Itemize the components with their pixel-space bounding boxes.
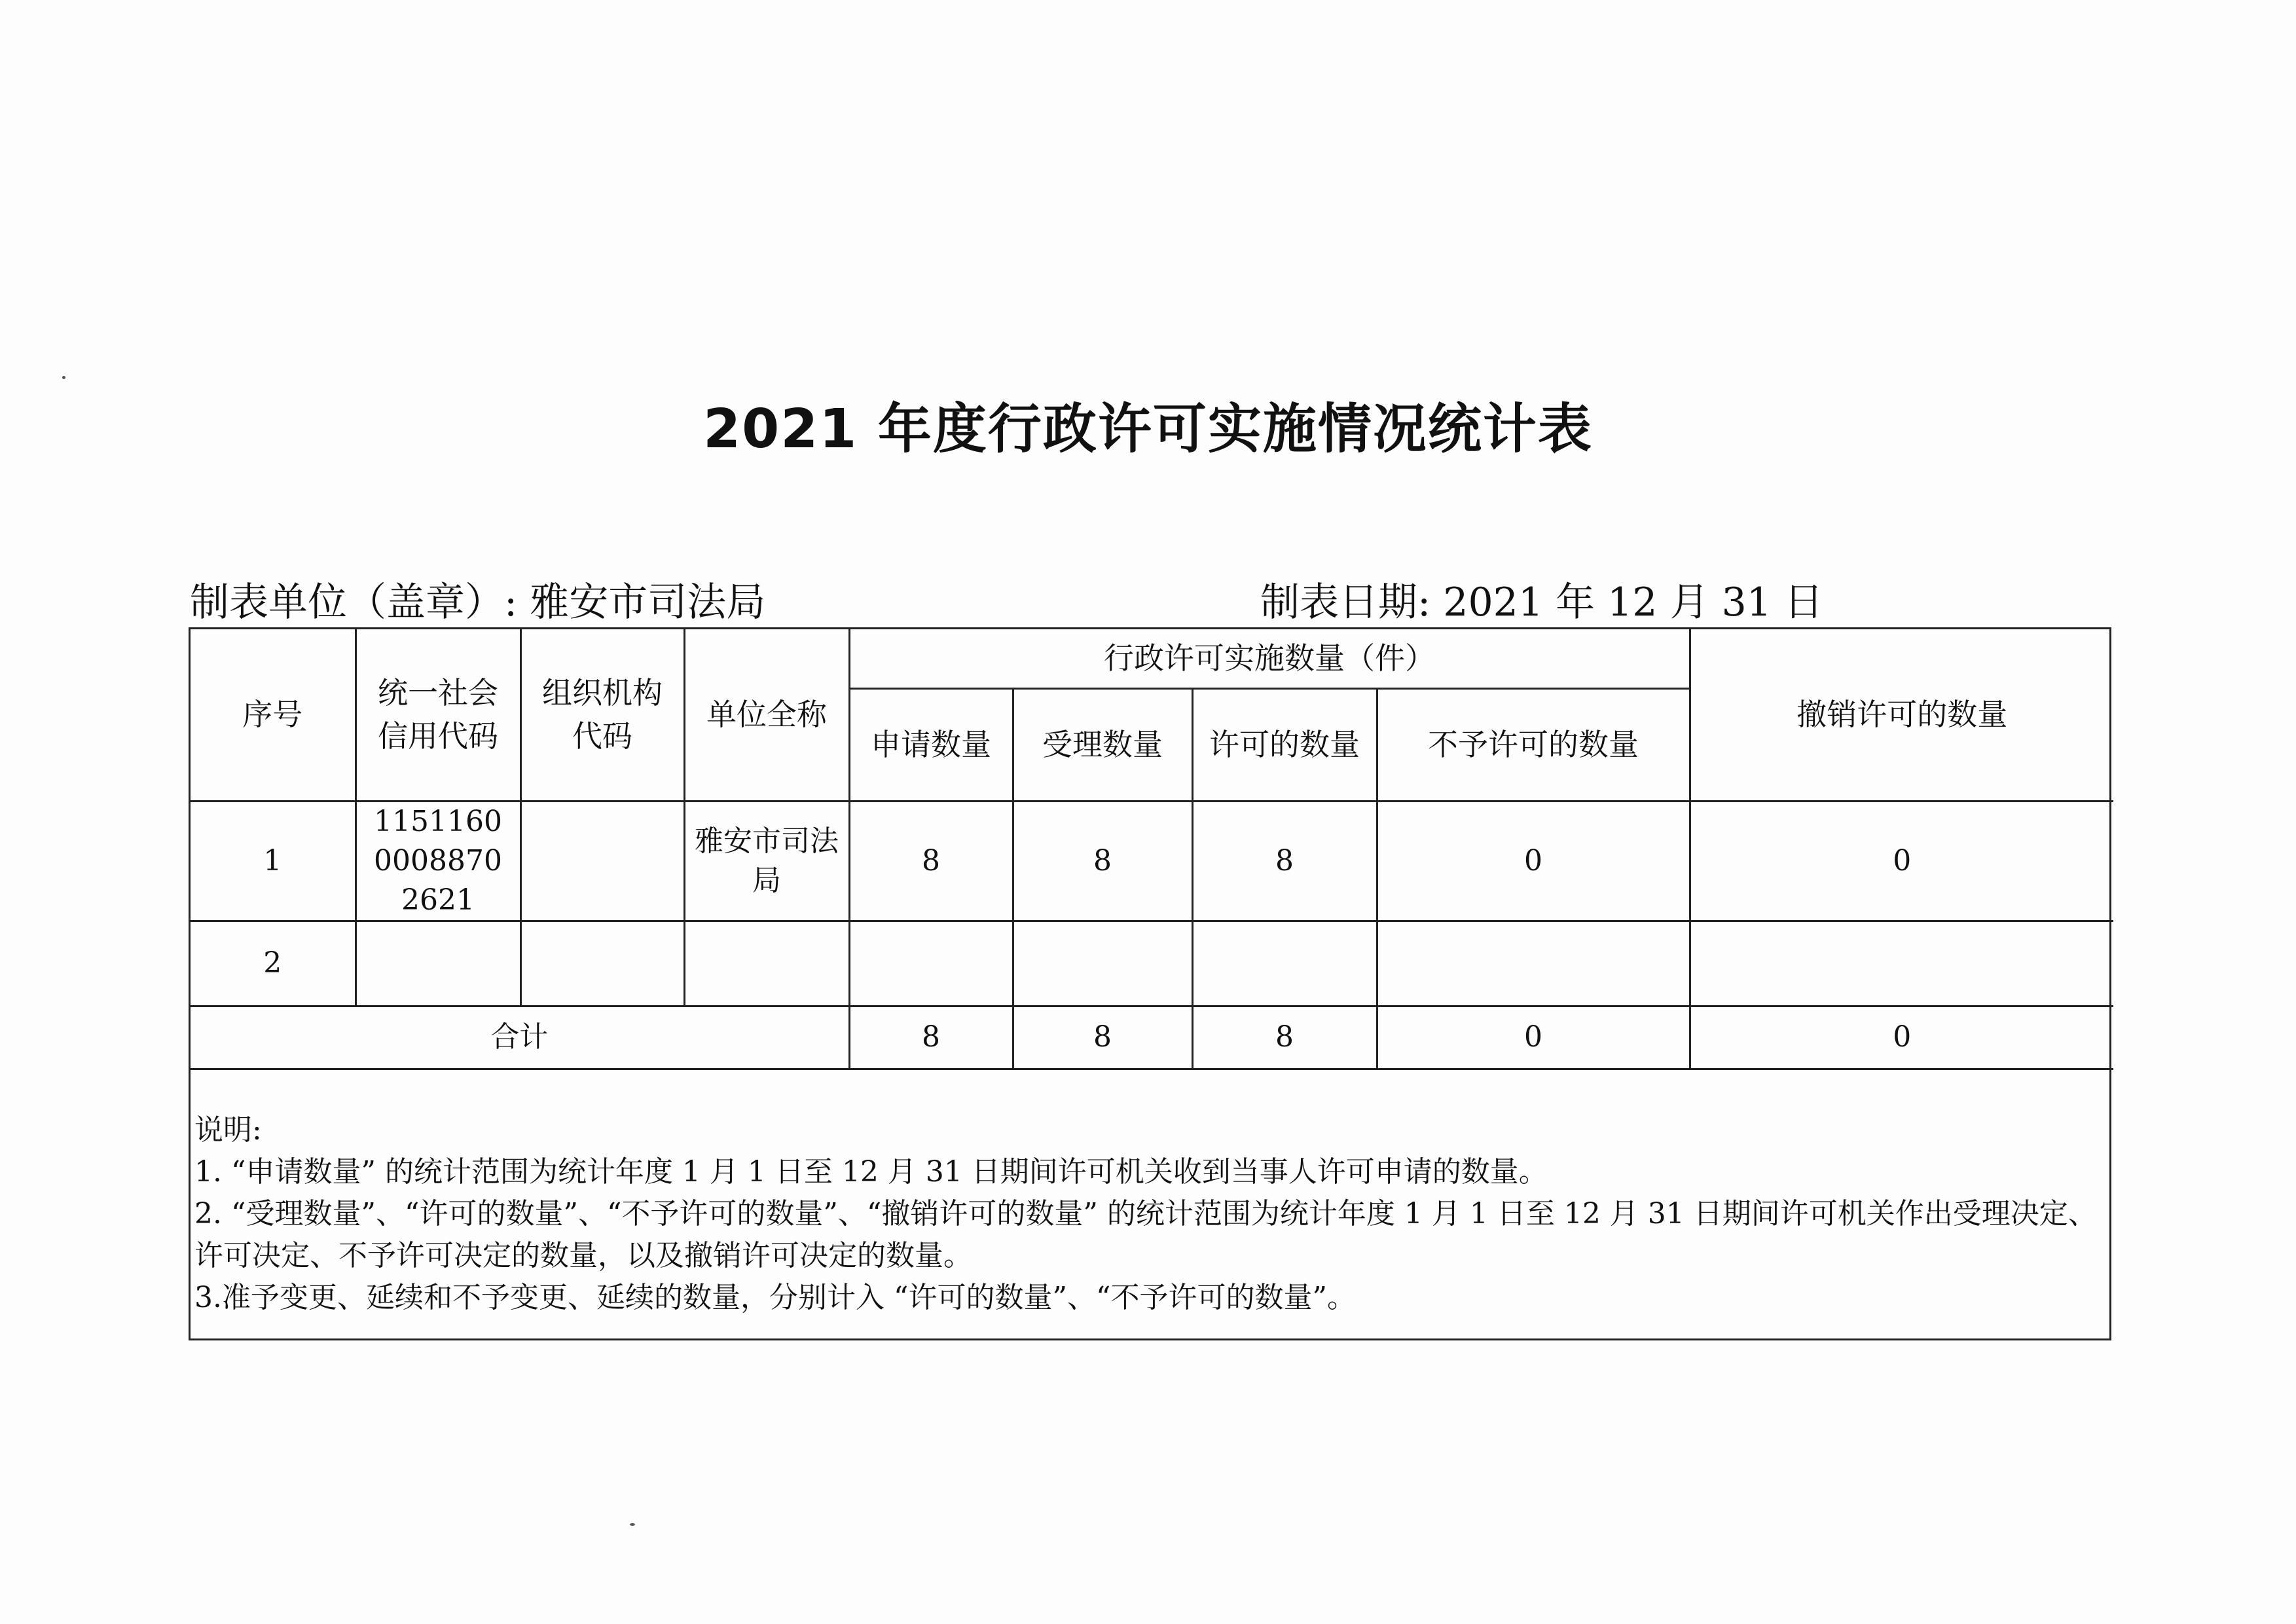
header-unit-name: 单位全称 bbox=[684, 629, 849, 801]
total-accept: 8 bbox=[1013, 1006, 1192, 1069]
cell-unit-name bbox=[684, 921, 849, 1006]
note-item-2: 2. “受理数量”、“许可的数量”、“不予许可的数量”、“撤销许可的数量” 的统计范围为统计年度 1 月 1 日至 12 月 31 日期间许可机关作出受理决定、许可决定、不予许可决定的数量，以及撤销许可决定的数量。 bbox=[194, 1196, 2097, 1272]
date-value: 2021 年 12 月 31 日 bbox=[1443, 580, 1824, 625]
table-row bbox=[191, 801, 2113, 921]
header-group: 行政许可实施数量（件） bbox=[849, 629, 1690, 688]
cell-deny bbox=[1377, 921, 1690, 1006]
cell-org-code bbox=[520, 801, 684, 921]
cell-deny: 0 bbox=[1377, 801, 1690, 921]
cell-permit bbox=[1192, 921, 1377, 1006]
statistics-table bbox=[191, 629, 2113, 1070]
header-revoke: 撤销许可的数量 bbox=[1690, 629, 2113, 801]
total-label: 合计 bbox=[191, 1006, 849, 1069]
unit-info bbox=[190, 571, 765, 627]
cell-revoke: 0 bbox=[1690, 801, 2113, 921]
cell-permit: 8 bbox=[1192, 801, 1377, 921]
header-accept: 受理数量 bbox=[1013, 688, 1192, 801]
total-permit: 8 bbox=[1192, 1006, 1377, 1069]
cell-unit-name: 雅安市司法局 bbox=[684, 801, 849, 921]
notes-heading: 说明: bbox=[194, 1113, 262, 1147]
table-row bbox=[191, 921, 2113, 1006]
note-item-3: 3.准予变更、延续和不予变更、延续的数量，分别计入 “许可的数量”、“不予许可的数量”。 bbox=[194, 1280, 1356, 1314]
scan-speck bbox=[62, 376, 65, 379]
total-apply: 8 bbox=[849, 1006, 1013, 1069]
cell-revoke bbox=[1690, 921, 2113, 1006]
unit-label: 制表单位（盖章）: bbox=[190, 580, 518, 625]
cell-credit-code: 115116000088702621 bbox=[355, 801, 520, 921]
header-credit-code: 统一社会信用代码 bbox=[355, 629, 520, 801]
cell-apply bbox=[849, 921, 1013, 1006]
statistics-sheet bbox=[189, 627, 2111, 1340]
header-apply: 申请数量 bbox=[849, 688, 1013, 801]
cell-accept bbox=[1013, 921, 1192, 1006]
total-deny: 0 bbox=[1377, 1006, 1690, 1069]
cell-apply: 8 bbox=[849, 801, 1013, 921]
cell-seq: 1 bbox=[191, 801, 355, 921]
header-org-code: 组织机构代码 bbox=[520, 629, 684, 801]
note-item-1: 1. “申请数量” 的统计范围为统计年度 1 月 1 日至 12 月 31 日期间许可机关收到当事人许可申请的数量。 bbox=[194, 1154, 1548, 1189]
page-title: 2021 年度行政许可实施情况统计表 bbox=[703, 398, 1593, 460]
cell-accept: 8 bbox=[1013, 801, 1192, 921]
header-deny: 不予许可的数量 bbox=[1377, 688, 1690, 801]
date-label: 制表日期: bbox=[1260, 580, 1431, 625]
cell-org-code bbox=[520, 921, 684, 1006]
cell-credit-code bbox=[355, 921, 520, 1006]
scan-speck bbox=[630, 1523, 635, 1526]
notes-section bbox=[191, 1070, 2109, 1338]
header-permit: 许可的数量 bbox=[1192, 688, 1377, 801]
date-info bbox=[1260, 571, 1823, 627]
total-row bbox=[191, 1006, 2113, 1069]
header-seq: 序号 bbox=[191, 629, 355, 801]
cell-seq: 2 bbox=[191, 921, 355, 1006]
total-revoke: 0 bbox=[1690, 1006, 2113, 1069]
unit-value: 雅安市司法局 bbox=[530, 580, 766, 625]
